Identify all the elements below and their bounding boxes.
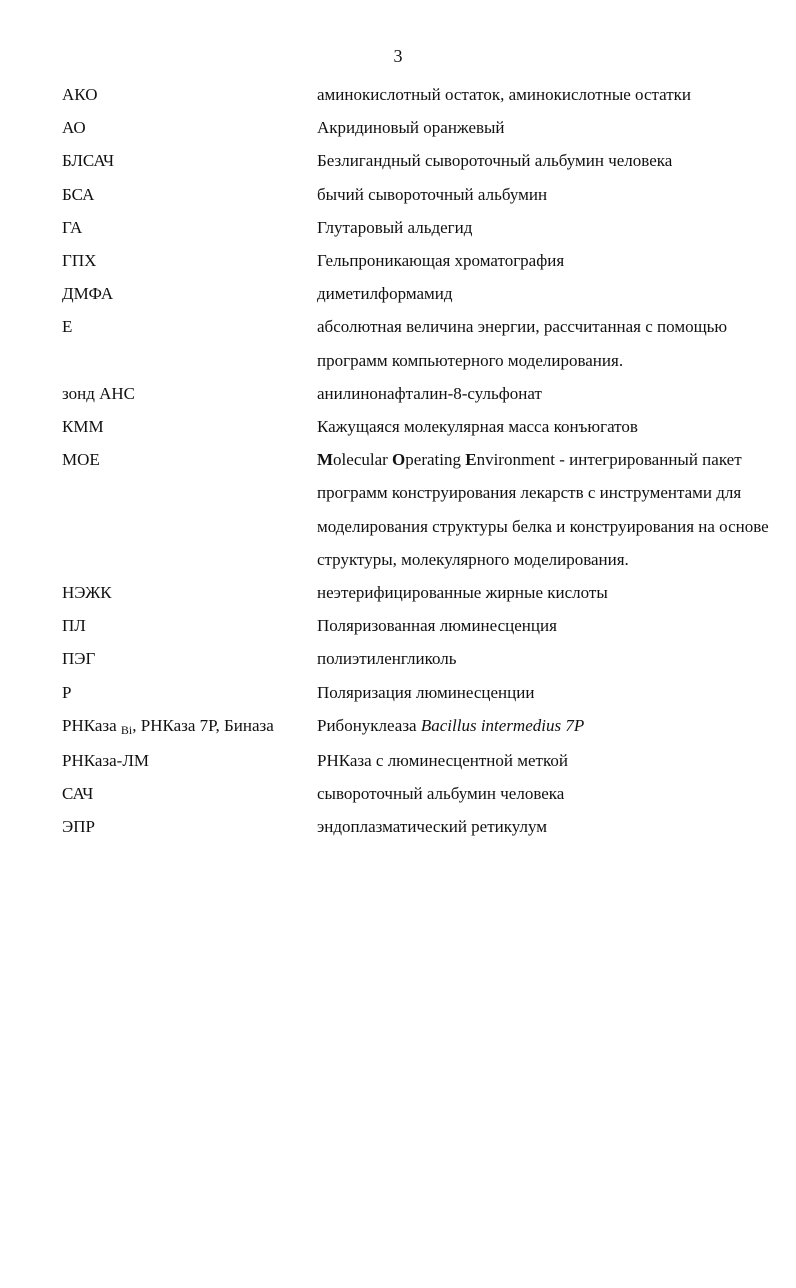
page-number: 3 — [393, 46, 403, 66]
abbreviation-term: РНКаза-ЛМ — [62, 751, 149, 771]
abbreviation-definition: Гельпроникающая хроматография — [317, 251, 565, 271]
abbreviation-term: НЭЖК — [62, 583, 112, 603]
bold-initial: M — [317, 450, 334, 470]
abbreviation-row — [62, 211, 774, 244]
abbreviation-row — [62, 810, 774, 843]
abbreviation-term: ДМФА — [62, 284, 114, 304]
abbreviation-row — [62, 178, 774, 211]
abbreviation-term: АКО — [62, 85, 98, 104]
bold-initial: E — [465, 450, 477, 470]
abbreviation-row — [62, 111, 774, 144]
abbreviation-row — [62, 78, 774, 111]
abbreviation-term: Р — [62, 682, 72, 702]
abbreviation-term: ГА — [62, 217, 83, 237]
abbreviation-term: БЛСАЧ — [62, 151, 115, 171]
abbreviation-definition: эндоплазматический ретикулум — [317, 817, 548, 837]
abbreviation-row — [62, 576, 774, 609]
abbreviation-definition: полиэтиленгликоль — [317, 649, 457, 669]
abbreviation-definition: Поляризованная люминесценция — [317, 616, 557, 636]
definition-text: olecular — [333, 450, 393, 470]
abbreviation-definition — [317, 443, 774, 576]
abbreviation-row — [62, 377, 774, 410]
bold-initial: O — [392, 450, 406, 470]
term-text: РНКаза — [62, 715, 121, 735]
abbreviation-definition: Кажущаяся молекулярная масса конъюгатов — [317, 417, 638, 437]
abbreviation-row — [62, 310, 774, 376]
abbreviation-row — [62, 144, 774, 177]
abbreviation-term: КММ — [62, 417, 104, 437]
abbreviation-row — [62, 277, 774, 310]
abbreviation-row — [62, 642, 774, 675]
abbreviation-definition: Безлигандный сывороточный альбумин человека — [317, 151, 673, 171]
abbreviation-term: Е — [62, 317, 73, 337]
abbreviation-list — [62, 78, 774, 844]
term-text: , РНКаза 7Р, Биназа — [132, 715, 274, 735]
abbreviation-term: САЧ — [62, 784, 94, 804]
abbreviation-definition: Глутаровый альдегид — [317, 217, 473, 237]
abbreviation-row — [62, 777, 774, 810]
abbreviation-term: ГПХ — [62, 251, 97, 271]
abbreviation-row — [62, 709, 774, 744]
abbreviation-term: БСА — [62, 184, 95, 204]
term-subscript: Bi — [120, 722, 133, 737]
abbreviation-row — [62, 676, 774, 709]
abbreviation-row — [62, 410, 774, 443]
abbreviation-definition: сывороточный альбумин человека — [317, 784, 565, 804]
abbreviation-definition: Акридиновый оранжевый — [317, 118, 505, 138]
abbreviation-term: ЭПР — [62, 817, 95, 837]
abbreviation-definition: абсолютная величина энергии, рассчитанная с помощью программ компьютерного моделирования. — [317, 317, 728, 370]
abbreviation-definition: диметилформамид — [317, 284, 453, 304]
abbreviation-term: зонд АНС — [62, 383, 136, 403]
definition-text: nvironment — [476, 450, 555, 470]
abbreviation-row — [62, 744, 774, 777]
abbreviation-definition: Поляризация люминесценции — [317, 682, 535, 702]
abbreviation-term: ПЛ — [62, 616, 86, 636]
abbreviation-definition: РНКаза с люминесцентной меткой — [317, 751, 568, 771]
abbreviation-row — [62, 609, 774, 642]
definition-text: perating — [405, 450, 466, 470]
definition-text: - интегрированный пакет программ конструирования лекарств с инструментами для моделирования структуры белка и конструирования на основе структуры, молекулярного моделирования. — [317, 450, 769, 569]
abbreviation-term: ПЭГ — [62, 649, 96, 669]
abbreviation-definition: бычий сывороточный альбумин — [317, 184, 548, 204]
abbreviation-term: АО — [62, 118, 86, 138]
abbreviation-definition: анилинонафталин-8-сульфонат — [317, 383, 542, 403]
abbreviation-definition — [317, 709, 774, 742]
abbreviation-definition: неэтерифицированные жирные кислоты — [317, 583, 608, 603]
abbreviation-term: МОЕ — [62, 450, 100, 470]
abbreviation-row — [62, 443, 774, 576]
abbreviation-row — [62, 244, 774, 277]
abbreviation-definition: аминокислотный остаток, аминокислотные остатки — [317, 85, 692, 104]
species-name: Bacillus intermedius 7P — [420, 715, 585, 735]
abbreviation-term — [62, 709, 317, 744]
definition-text: Рибонуклеаза — [317, 715, 421, 735]
